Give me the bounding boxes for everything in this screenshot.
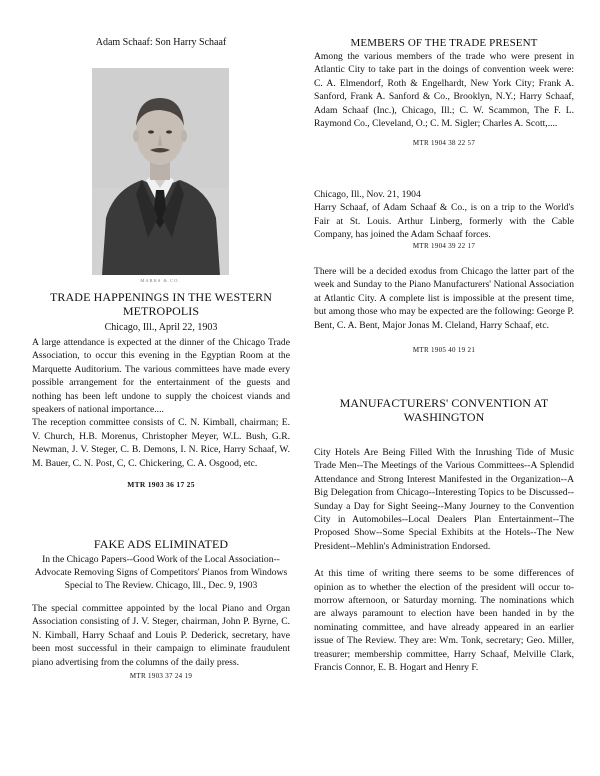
reference-code: MTR 1903 36 17 25 — [127, 480, 195, 490]
article-members-trade-present — [314, 36, 574, 148]
article-manufacturers-convention — [314, 396, 574, 675]
headline-manufacturers-convention: MANUFACTURERS' CONVENTION AT WASHINGTON — [339, 396, 549, 424]
paragraph-exodus-atlantic-city: There will be a decided exodus from Chicago the latter part of the week and Sunday to the Piano Manufacturers' National Association at Atlantic City. A complete list is impossible at the present time, but among those who may be expected are the following: George P. Bent, C. A. Bent, Major Jonas M. Cleland, Harry Schaaf, etc. — [314, 266, 574, 331]
article-fake-ads — [32, 537, 290, 681]
reference-code: MTR 1903 37 24 19 — [129, 672, 193, 681]
paragraph-members-trade-present: Among the various members of the trade who were present in Atlantic City to take part in the doings of convention week were: C. A. Elmendorf, Roth & Engelhardt, New York City; Frank A. Sanford, Frank A. Sanford & Co., Brooklyn, N.Y.; Harry Schaaf, Adam Schaaf (Inc.), Chicago, Ill.; C. W. Scammon, The F. L. Raymond Co., Cleveland, O.; C. M. Sigler; Charles A. Scott,.... — [314, 51, 574, 130]
paragraph-trade-happenings-1: A large attendance is expected at the dinner of the Chicago Trade Association, to occur this evening in the Egyptian Room at the Marquette Auditorium. The various committees have made every possible arrangement for the entertainment of the guests and nothing has been left undone to supply the choicest viands and speakers of national importance.... — [32, 337, 290, 416]
dateline-world-fair-trip: Chicago, Ill., Nov. 21, 1904 — [314, 189, 421, 200]
article-world-fair-trip — [314, 188, 574, 251]
photo-credit: MARKS & CO. — [140, 278, 181, 283]
paragraph-trade-happenings-2: The reception committee consists of C. N. Kimball, chairman; E. V. Church, H.B. Morenus, Christopher Meyer, W.L. Bush, G.R. Newman, J. V. Steger, C. B. Demons, I. N. Rice, Harry Schaaf, W. M. Bauer, C. N. Post, C, C. Chickering, C. A. Osgood, etc. — [32, 417, 290, 469]
paragraph-world-fair-trip: Harry Schaaf, of Adam Schaaf & Co., is on a trip to the World's Fair at St. Louis. Arthur Linberg, formerly with the Cable Company, has joined the Adam Schaaf forces. — [314, 202, 574, 241]
headline-trade-happenings: TRADE HAPPENINGS IN THE WESTERN METROPOLIS — [50, 290, 272, 318]
subhead-fake-ads: In the Chicago Papers--Good Work of the Local Association--Advocate Removing Signs of Competitors' Pianos from Windows — [34, 554, 288, 578]
reference-code: MTR 1905 40 19 21 — [412, 346, 476, 355]
subhead-manufacturers-convention: City Hotels Are Being Filled With the Inrushing Tide of Music Trade Men--The Meetings of the Various Committees--A Splendid Attendance and Strong Interest Manifested in the Organization--A Big Delegation from Chicago--Interesting Topics to be Discussed--Sunday a Day for Sight Seeing--Many Journey to the Convention City in Automobiles--Local Dealers Plan Entertainment--The Proposed Show--Some Special Exhibits at the Hotels--The New President--Mehlin's Administration Endorsed. — [314, 447, 574, 552]
reference-code: MTR 1904 39 22 17 — [412, 241, 476, 250]
headline-fake-ads: FAKE ADS ELIMINATED — [93, 537, 229, 551]
dateline-trade-happenings: Chicago, Ill., April 22, 1903 — [104, 322, 218, 333]
reference-code: MTR 1904 38 22 57 — [412, 139, 476, 148]
portrait-photo — [92, 68, 229, 275]
paragraph-manufacturers-convention: At this time of writing there seems to be some differences of opinion as to whether the election of the president will occur to-morrow afternoon, or Saturday morning. The nominations which are always paramount to election have been handed in by the nominating committee, and have already appeared in an earlier issue of The Review. They are: Wm. Tonk, secretary; Geo. Miller, treasurer; membership committee, Harry Schaaf, Melville Clark, Francis Connor, E. B. Hogart and Henry F. — [314, 568, 574, 674]
paragraph-fake-ads-1: The special committee appointed by the local Piano and Organ Association consisting of J. V. Steger, chairman, John P. Byrne, C. N. Kimball, Harry Schaaf and Louis P. Dederick, secretary, have been most successful in their campaign to eliminate fraudulent piano advertising from the columns of the daily press. — [32, 603, 290, 668]
dateline-fake-ads: Special to The Review. Chicago, Ill., Dec. 9, 1903 — [64, 580, 258, 591]
headline-members-trade-present: MEMBERS OF THE TRADE PRESENT — [350, 37, 538, 49]
article-exodus-atlantic-city — [314, 265, 574, 355]
photo-caption: Adam Schaaf: Son Harry Schaaf — [95, 37, 227, 48]
article-trade-happenings — [32, 290, 290, 489]
